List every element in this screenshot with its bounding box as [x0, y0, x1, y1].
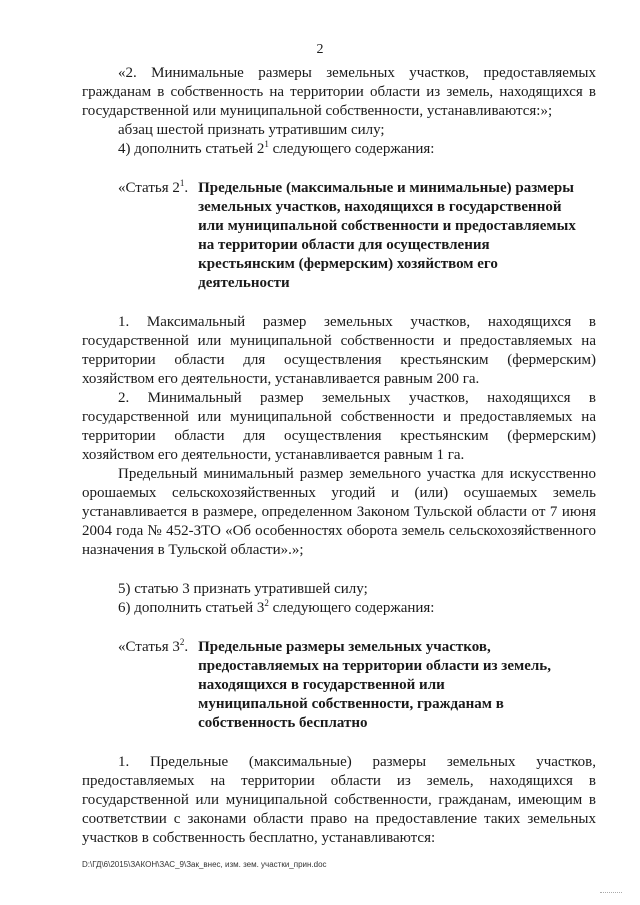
article-3-2-label	[118, 638, 198, 657]
article-2-1-item-2: 2. Минимальный размер земельных участков, находящихся в государственной или муниципальной собственности и предоставляемых на территории области для осуществления крестьянским (фермерским) хозяйством его деятельности, устанавливается равным 1 га.	[82, 390, 596, 463]
paragraph-add-article-2-1	[82, 140, 596, 159]
superscript: 2	[264, 598, 269, 608]
article-2-1-item-3: Предельный минимальный размер земельного участка для искусственно орошаемых сельскохозяйственных угодий и (или) осушаемых земель устанавливается в размере, определенном Законом Тульской области от 7 июня 2004 года № 452-ЗТО «Об особенностях оборота земель сельскохозяйственного назначения в Тульской области».»;	[82, 466, 596, 558]
paragraph-abzac-sixth: абзац шестой признать утратившим силу;	[118, 122, 385, 138]
article-2-1-heading	[118, 179, 596, 293]
article-word: «Статья 3	[118, 639, 180, 655]
article-2-1-item-1: 1. Максимальный размер земельных участков, находящихся в государственной или муниципальной собственности и предоставляемых на территории области для осуществления крестьянским (фермерским) хозяйством его деятельности, устанавливается равным 200 га.	[82, 314, 596, 387]
paragraph-article-3-repeal: 5) статью 3 признать утратившей силу;	[118, 581, 368, 597]
text-fragment: следующего содержания:	[268, 141, 435, 157]
article-3-2-title: Предельные размеры земельных участков, предоставляемых на территории области из земель, находящихся в государственной или муниципальной собственности, гражданам в собственность бесплатно	[198, 639, 551, 731]
text-fragment: 6) дополнить статьей 3	[118, 600, 265, 616]
superscript: 1	[264, 139, 269, 149]
page-number: 2	[316, 42, 324, 57]
article-dot: .	[184, 180, 189, 196]
article-3-2-item-1: 1. Предельные (максимальные) размеры земельных участков, предоставляемых на территории области из земель, находящихся в государственной или муниципальной собственности, гражданам, имеющим в соответствии с законами области право на предоставление таких земельных участков в собственность бесплатно, устанавливаются:	[82, 754, 596, 846]
text-fragment: следующего содержания:	[268, 600, 435, 616]
document-body	[82, 64, 596, 848]
article-2-1-title: Предельные (максимальные и минимальные) размеры земельных участков, находящихся в государственной или муниципальной собственности и предоставляемых на территории области для осуществления крестьянским (фермерским) хозяйством его деятельности	[198, 180, 576, 291]
file-path-footer: D:\ГД\6\2015\ЗАКОН\ЗАС_9\Зак_внес, изм. зем. участки_прин.doc	[82, 860, 327, 869]
superscript: 2	[179, 637, 185, 647]
paragraph-minimum-sizes: «2. Минимальные размеры земельных участков, предоставляемых гражданам в собственность на территории области из земель, находящихся в государственной или муниципальной собственности, устанавливаются:»;	[82, 65, 596, 119]
article-dot: .	[184, 639, 189, 655]
article-3-2-heading	[118, 638, 596, 733]
superscript: 1	[179, 178, 185, 188]
paragraph-add-article-3-2	[82, 599, 596, 618]
article-2-1-label	[118, 179, 198, 198]
text-fragment: 4) дополнить статьей 2	[118, 141, 265, 157]
article-word: «Статья 2	[118, 180, 180, 196]
scan-artifact	[600, 884, 622, 893]
